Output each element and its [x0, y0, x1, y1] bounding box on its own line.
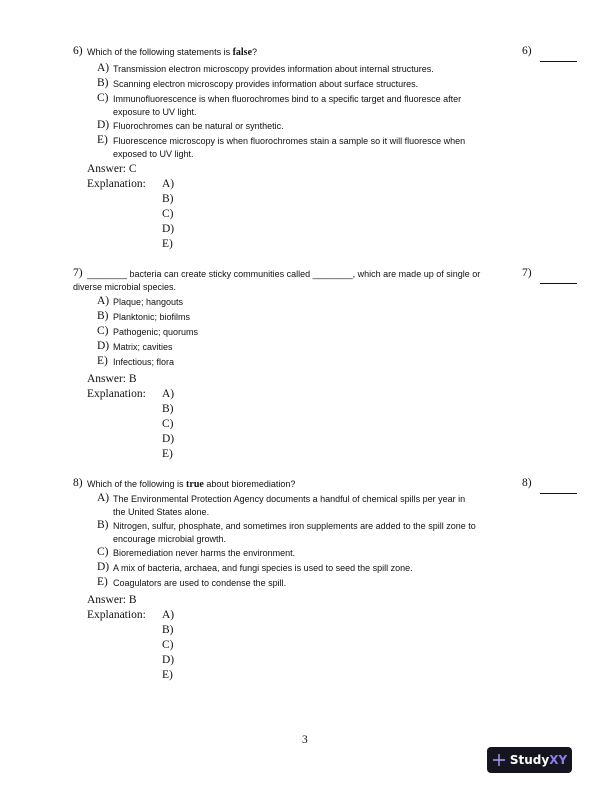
option-text: Matrix; cavities	[113, 342, 173, 352]
option-letter: E)	[97, 576, 108, 588]
stem-text: Which of the following is	[87, 479, 187, 489]
answer-blank-line	[540, 493, 577, 494]
explanation-label: Explanation:	[87, 388, 146, 400]
option-text: Nitrogen, sulfur, phosphate, and sometimes iron supplements are added to the spill zone to	[113, 521, 476, 531]
explanation-option-letter: C)	[162, 208, 174, 220]
emphasis: true	[186, 479, 204, 490]
explanation-option-letter: B)	[162, 193, 174, 205]
answer-key: Answer: C	[87, 163, 137, 175]
explanation-option-letter: D)	[162, 223, 175, 235]
option-text: The Environmental Protection Agency documents a handful of chemical spills per year in	[113, 494, 466, 504]
explanation-option-letter: B)	[162, 624, 174, 636]
question-number: 7)	[73, 267, 83, 279]
answer-blank-number: 8)	[522, 477, 532, 489]
explanation-label: Explanation:	[87, 178, 146, 190]
option-text: Bioremediation never harms the environment.	[113, 548, 296, 558]
option-text: Planktonic; biofilms	[113, 312, 191, 322]
question-stem	[87, 47, 257, 58]
option-text: Coagulators are used to condense the spill.	[113, 578, 287, 588]
explanation-option-letter: E)	[162, 238, 173, 250]
option-text: Pathogenic; quorums	[113, 327, 199, 337]
option-letter: D)	[97, 561, 110, 573]
plus-icon	[492, 753, 506, 767]
option-text: Plaque; hangouts	[113, 297, 184, 307]
explanation-option-letter: C)	[162, 639, 174, 651]
explanation-option-letter: C)	[162, 418, 174, 430]
studyxy-logo: StudyXY	[487, 747, 572, 773]
option-text: Infectious; flora	[113, 357, 175, 367]
option-text: Transmission electron microscopy provides information about internal structures.	[113, 64, 434, 74]
answer-blank-number: 7)	[522, 267, 532, 279]
answer-key: Answer: B	[87, 594, 137, 606]
option-text: exposed to UV light.	[113, 149, 194, 159]
option-text: exposure to UV light.	[113, 107, 197, 117]
option-letter: A)	[97, 295, 110, 307]
option-letter: A)	[97, 492, 110, 504]
explanation-option-letter: E)	[162, 669, 173, 681]
stem-text: Which of the following statements is	[87, 47, 233, 57]
question-stem	[87, 479, 295, 490]
option-letter: B)	[97, 77, 109, 89]
question-stem: ________ bacteria can create sticky communities called ________, which are made up of single or	[87, 269, 481, 279]
option-text: Immunofluorescence is when fluorochromes bind to a specific target and fluoresce after	[113, 94, 462, 104]
answer-blank-line	[540, 283, 577, 284]
page-number: 3	[302, 734, 308, 746]
question-number: 8)	[73, 477, 83, 489]
answer-key: Answer: B	[87, 373, 137, 385]
option-letter: B)	[97, 519, 109, 531]
option-text: encourage microbial growth.	[113, 534, 227, 544]
option-letter: C)	[97, 92, 109, 104]
option-text: the United States alone.	[113, 507, 210, 517]
explanation-label: Explanation:	[87, 609, 146, 621]
option-letter: A)	[97, 62, 110, 74]
explanation-option-letter: A)	[162, 178, 175, 190]
explanation-option-letter: D)	[162, 654, 175, 666]
explanation-option-letter: D)	[162, 433, 175, 445]
question-number: 6)	[73, 45, 83, 57]
option-letter: D)	[97, 119, 110, 131]
answer-blank-line	[540, 61, 577, 62]
option-letter: E)	[97, 355, 108, 367]
option-letter: C)	[97, 546, 109, 558]
option-text: Scanning electron microscopy provides information about surface structures.	[113, 79, 419, 89]
option-text: A mix of bacteria, archaea, and fungi species is used to seed the spill zone.	[113, 563, 413, 573]
explanation-option-letter: B)	[162, 403, 174, 415]
answer-blank-number: 6)	[522, 45, 532, 57]
option-text: Fluorescence microscopy is when fluorochromes stain a sample so it will fluoresce when	[113, 136, 466, 146]
stem-text: ?	[252, 47, 258, 57]
stem-text: about bioremediation?	[203, 479, 296, 489]
explanation-option-letter: E)	[162, 448, 173, 460]
question-stem: diverse microbial species.	[73, 282, 177, 292]
option-letter: D)	[97, 340, 110, 352]
option-letter: C)	[97, 325, 109, 337]
option-letter: E)	[97, 134, 108, 146]
option-text: Fluorochromes can be natural or synthetic.	[113, 121, 284, 131]
option-letter: B)	[97, 310, 109, 322]
emphasis: false	[232, 47, 253, 58]
explanation-option-letter: A)	[162, 609, 175, 621]
explanation-option-letter: A)	[162, 388, 175, 400]
